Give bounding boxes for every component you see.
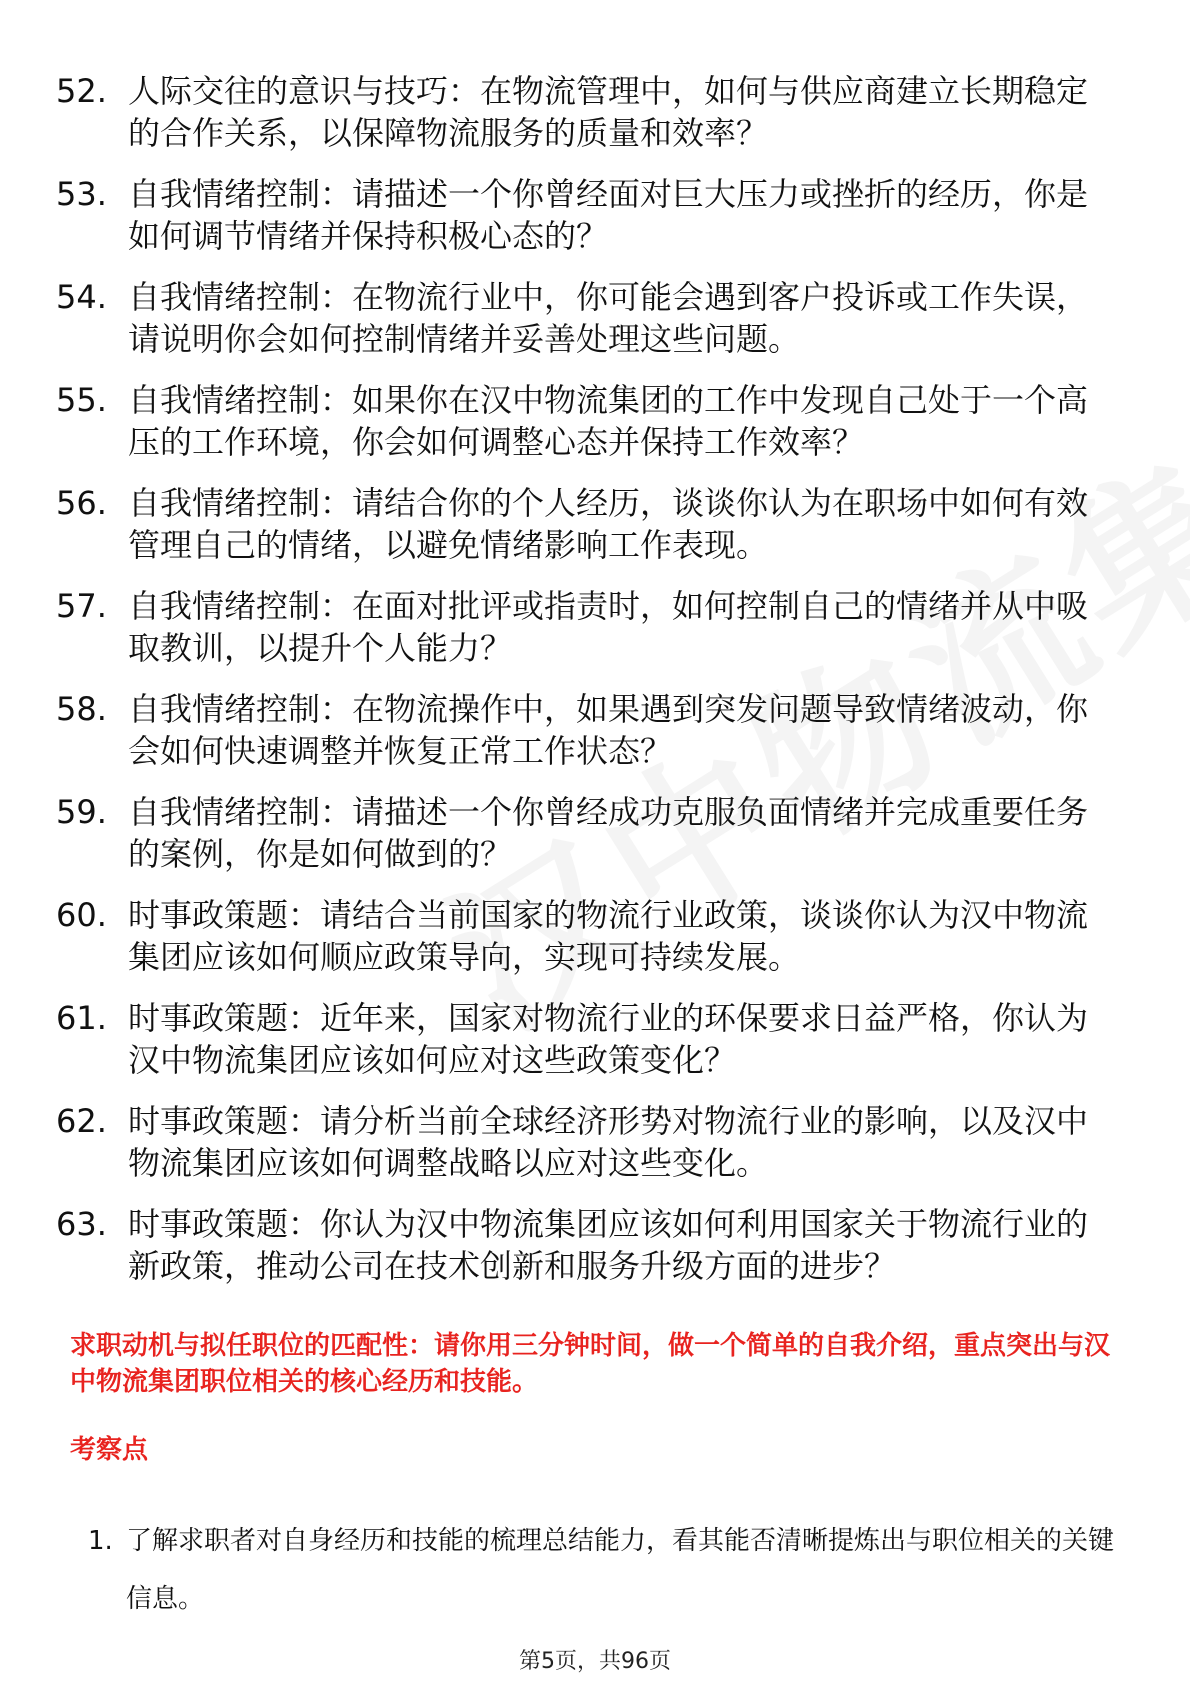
question-number: 58. xyxy=(56,690,107,728)
question-item xyxy=(56,379,1116,463)
question-number: 56. xyxy=(56,484,107,522)
question-text: 时事政策题：请分析当前全球经济形势对物流行业的影响，以及汉中物流集团应该如何调整战略以应对这些变化。 xyxy=(128,1102,1089,1182)
question-text: 时事政策题：近年来，国家对物流行业的环保要求日益严格，你认为汉中物流集团应该如何应对这些政策变化？ xyxy=(128,999,1089,1079)
section-subtitle: 考察点 xyxy=(70,1435,149,1465)
question-text: 自我情绪控制：在物流行业中，你可能会遇到客户投诉或工作失误，请说明你会如何控制情绪并妥善处理这些问题。 xyxy=(128,278,1089,358)
question-number: 60. xyxy=(56,896,107,934)
question-item xyxy=(56,894,1116,978)
question-list xyxy=(56,70,1116,1306)
point-item xyxy=(88,1512,1118,1628)
question-number: 61. xyxy=(56,999,107,1037)
question-number: 52. xyxy=(56,72,107,110)
question-item xyxy=(56,585,1116,669)
point-number: 1. xyxy=(88,1526,113,1556)
question-text: 时事政策题：你认为汉中物流集团应该如何利用国家关于物流行业的新政策，推动公司在技术创新和服务升级方面的进步？ xyxy=(128,1205,1089,1285)
question-item xyxy=(56,688,1116,772)
question-item xyxy=(56,173,1116,257)
question-number: 59. xyxy=(56,793,107,831)
question-number: 53. xyxy=(56,175,107,213)
question-number: 57. xyxy=(56,587,107,625)
question-text: 自我情绪控制：如果你在汉中物流集团的工作中发现自己处于一个高压的工作环境，你会如何调整心态并保持工作效率？ xyxy=(128,381,1089,461)
question-item xyxy=(56,70,1116,154)
evaluation-points xyxy=(88,1512,1118,1628)
point-text: 了解求职者对自身经历和技能的梳理总结能力，看其能否清晰提炼出与职位相关的关键信息。 xyxy=(126,1526,1115,1614)
question-item xyxy=(56,1100,1116,1184)
question-item xyxy=(56,791,1116,875)
question-item xyxy=(56,1203,1116,1287)
page-number: 第5页，共96页 xyxy=(519,1649,671,1674)
question-item xyxy=(56,997,1116,1081)
question-text: 人际交往的意识与技巧：在物流管理中，如何与供应商建立长期稳定的合作关系，以保障物流服务的质量和效率？ xyxy=(128,72,1089,152)
question-number: 62. xyxy=(56,1102,107,1140)
question-text: 自我情绪控制：请描述一个你曾经面对巨大压力或挫折的经历，你是如何调节情绪并保持积极心态的？ xyxy=(128,175,1089,255)
question-number: 54. xyxy=(56,278,107,316)
question-item xyxy=(56,276,1116,360)
question-text: 自我情绪控制：请描述一个你曾经成功克服负面情绪并完成重要任务的案例，你是如何做到的？ xyxy=(128,793,1089,873)
question-number: 55. xyxy=(56,381,107,419)
question-text: 自我情绪控制：请结合你的个人经历，谈谈你认为在职场中如何有效管理自己的情绪，以避免情绪影响工作表现。 xyxy=(128,484,1089,564)
section-title: 求职动机与拟任职位的匹配性：请你用三分钟时间，做一个简单的自我介绍，重点突出与汉中物流集团职位相关的核心经历和技能。 xyxy=(70,1331,1111,1397)
question-text: 自我情绪控制：在物流操作中，如果遇到突发问题导致情绪波动，你会如何快速调整并恢复正常工作状态？ xyxy=(128,690,1089,770)
question-text: 自我情绪控制：在面对批评或指责时，如何控制自己的情绪并从中吸取教训，以提升个人能力？ xyxy=(128,587,1089,667)
question-text: 时事政策题：请结合当前国家的物流行业政策，谈谈你认为汉中物流集团应该如何顺应政策导向，实现可持续发展。 xyxy=(128,896,1089,976)
question-item xyxy=(56,482,1116,566)
question-number: 63. xyxy=(56,1205,107,1243)
